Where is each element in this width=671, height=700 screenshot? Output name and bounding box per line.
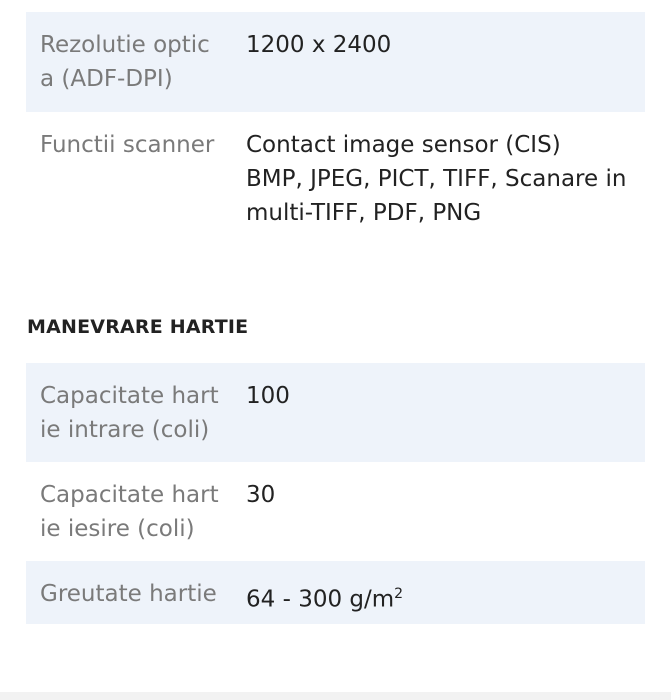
spec-row-paper-weight — [26, 561, 645, 624]
unit-superscript: 2 — [394, 586, 404, 602]
section-title-paper-handling: MANEVRARE HARTIE — [27, 316, 249, 338]
spec-label: Rezolutie optic a (ADF-DPI) — [40, 32, 210, 92]
spec-row-optical-resolution — [26, 12, 645, 112]
spec-label: Capacitate hart ie iesire (coli) — [40, 482, 219, 542]
spec-value — [246, 577, 631, 613]
spec-label: Functii scanner — [40, 132, 215, 158]
spec-value: Contact image sensor (CIS) BMP, JPEG, PICT, TIFF, Scanare in multi-TIFF, PDF, PNG — [246, 132, 627, 226]
weight-value: 64 - 300 g/m — [246, 586, 395, 613]
paper-handling-table — [26, 363, 645, 624]
spec-row-input-capacity — [26, 363, 645, 462]
spec-value: 100 — [246, 383, 290, 409]
scanner-specs-table — [26, 12, 645, 252]
spec-value: 30 — [246, 482, 276, 508]
bottom-divider — [0, 692, 671, 700]
spec-row-scanner-functions — [26, 112, 645, 252]
spec-row-output-capacity — [26, 462, 645, 561]
spec-label: Greutate hartie — [40, 581, 217, 607]
spec-value: 1200 x 2400 — [246, 32, 392, 58]
spec-label: Capacitate hart ie intrare (coli) — [40, 383, 219, 443]
